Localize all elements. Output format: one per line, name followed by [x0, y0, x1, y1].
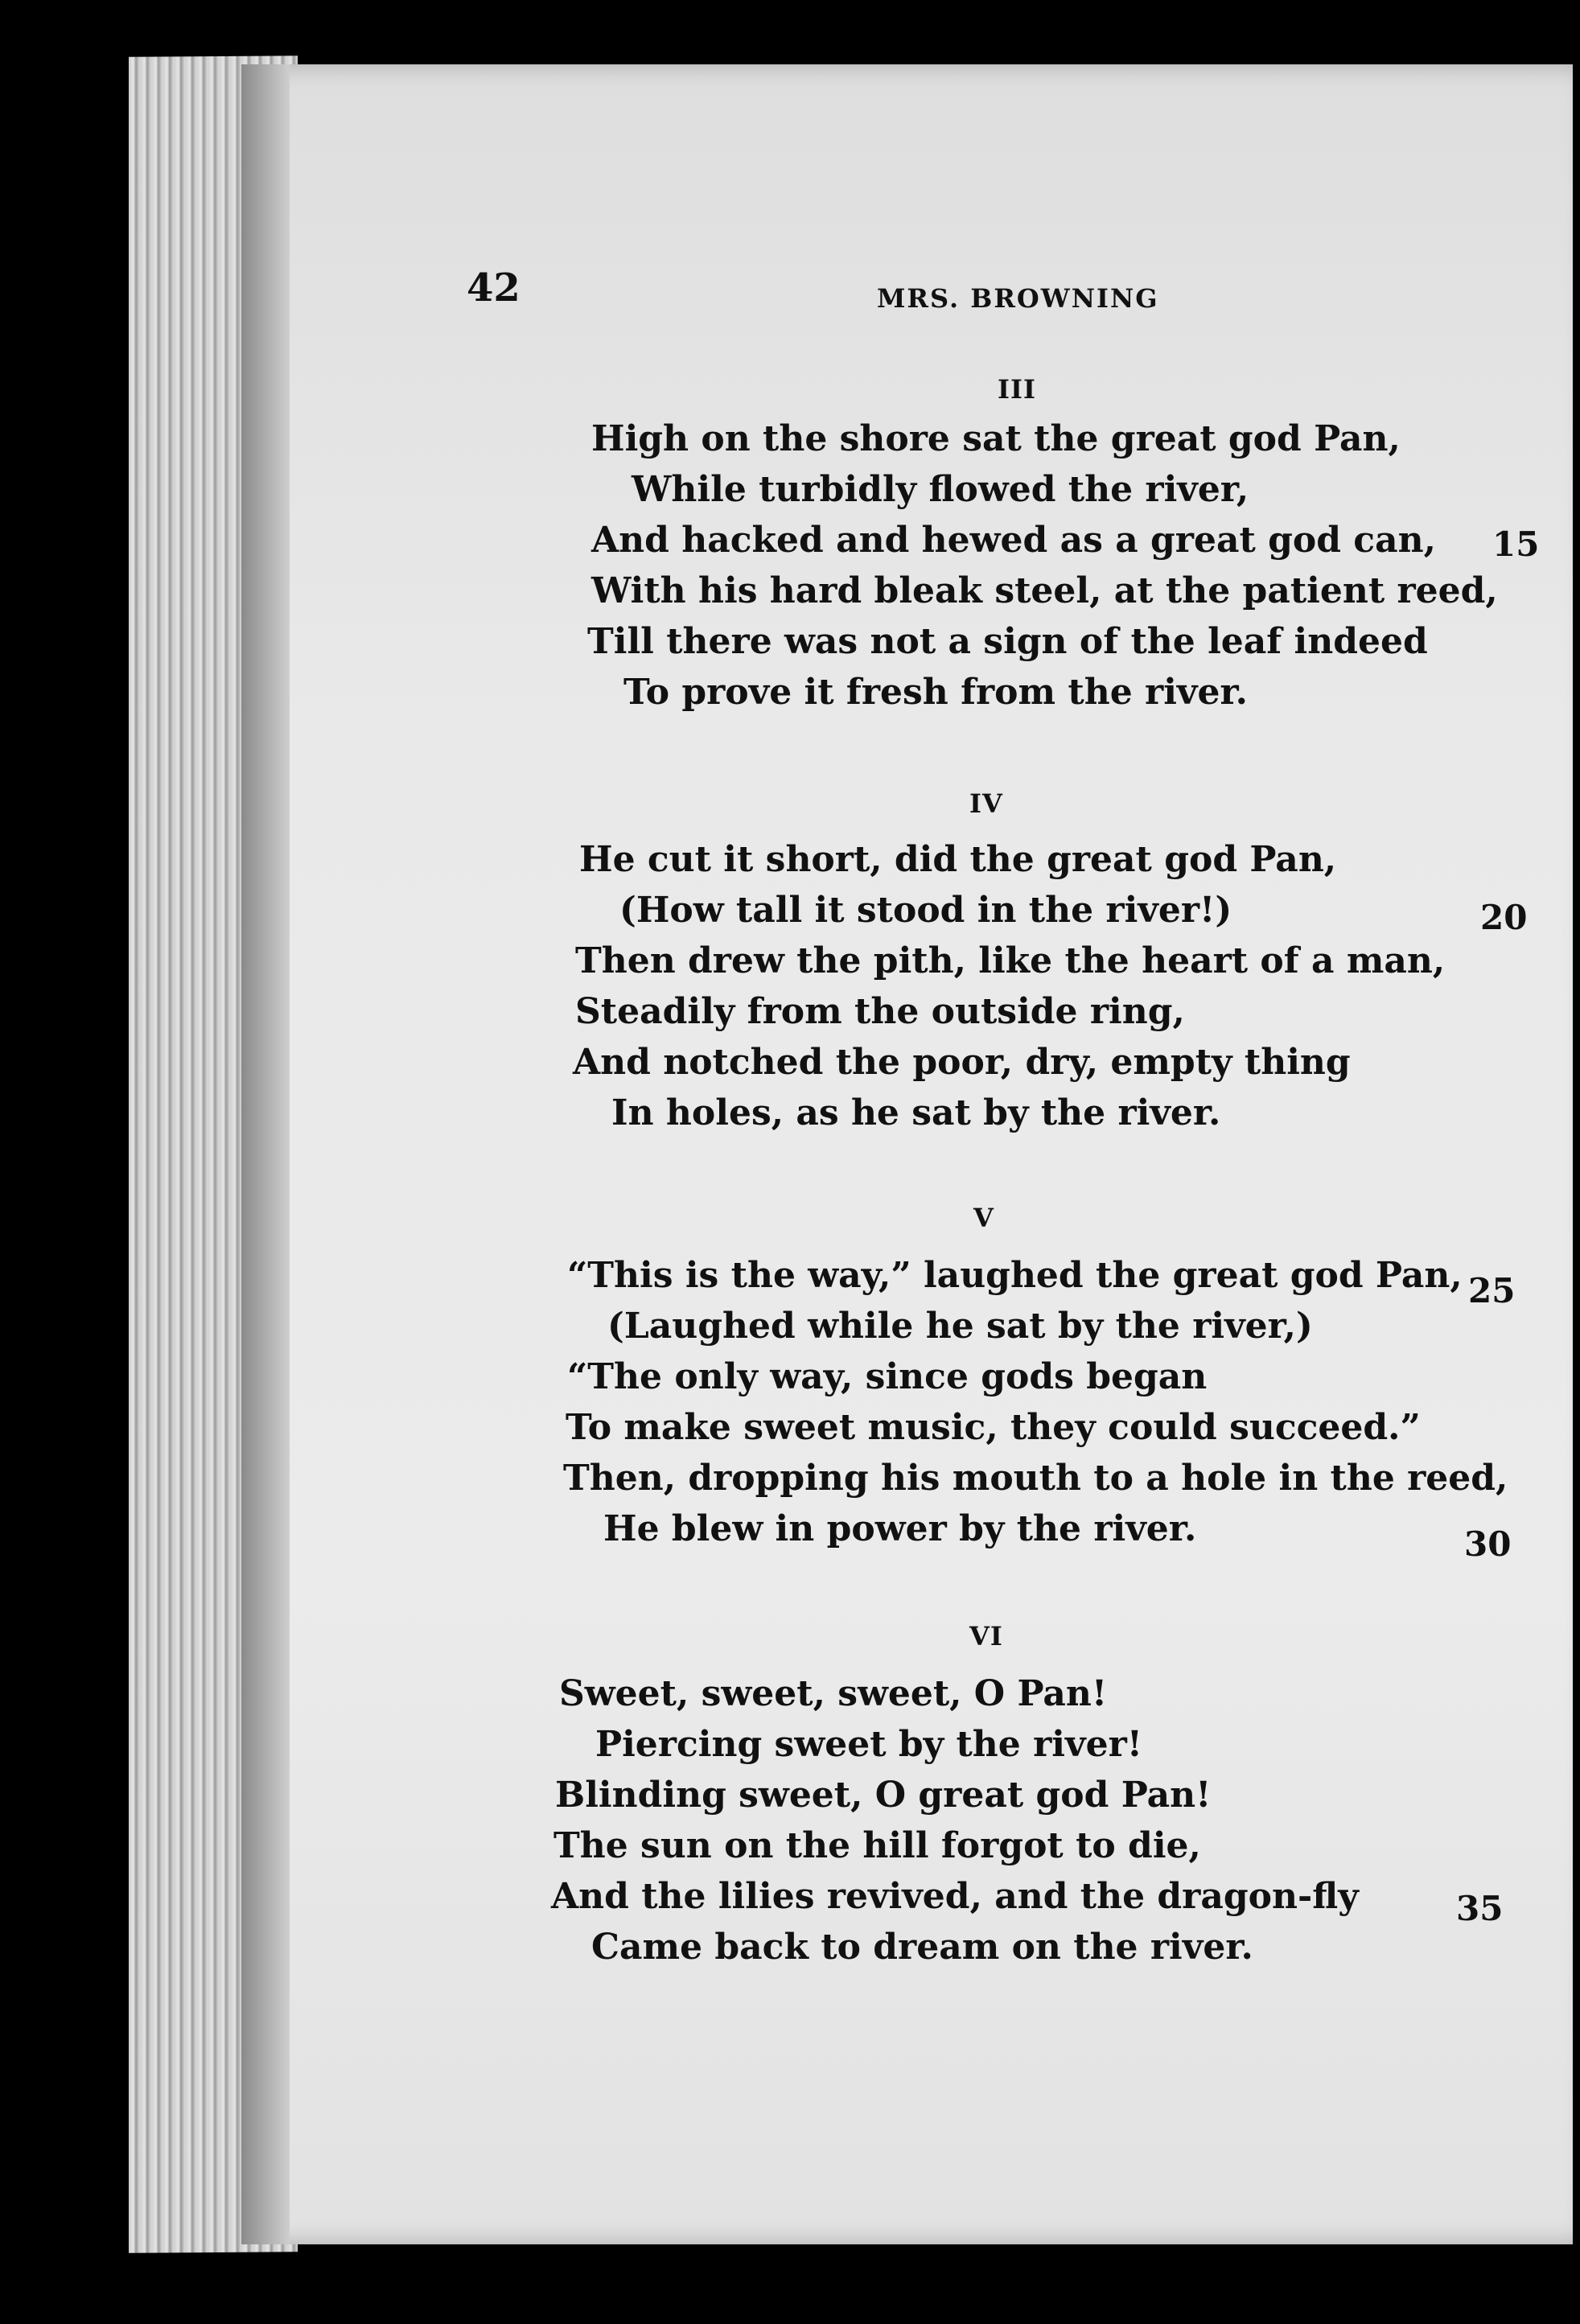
poem-line: Then, dropping his mouth to a hole in the reed,	[563, 1458, 1508, 1499]
poem-line: He blew in power by the river.	[603, 1508, 1197, 1549]
poem-line: And notched the poor, dry, empty thing	[573, 1042, 1351, 1083]
poem-line: Till there was not a sign of the leaf indeed	[587, 621, 1428, 662]
poem-line: To prove it fresh from the river.	[623, 672, 1248, 713]
poem-line: Piercing sweet by the river!	[595, 1724, 1143, 1765]
poem-line: While turbidly flowed the river,	[632, 469, 1249, 510]
poem-line: Then drew the pith, like the heart of a man,	[575, 940, 1446, 981]
poem-line: Sweet, sweet, sweet, O Pan!	[559, 1673, 1108, 1714]
poem-line: “The only way, since gods began	[567, 1356, 1208, 1397]
poem-line: (How tall it stood in the river!)	[619, 890, 1232, 931]
stanza-number: VI	[969, 1621, 1003, 1651]
page-number: 42	[467, 265, 520, 311]
poem-line: Came back to dream on the river.	[591, 1927, 1253, 1968]
line-number: 25	[1468, 1271, 1516, 1310]
poem	[241, 64, 1573, 2244]
stanza-number: IV	[969, 788, 1003, 819]
poem-line: (Laughed while he sat by the river,)	[607, 1306, 1313, 1347]
poem-line: He cut it short, did the great god Pan,	[579, 839, 1337, 880]
poem-line: With his hard bleak steel, at the patient reed,	[591, 570, 1498, 611]
poem-line: To make sweet music, they could succeed.”	[566, 1407, 1421, 1448]
poem-line: Steadily from the outside ring,	[575, 991, 1185, 1032]
stanza-number: III	[998, 374, 1036, 405]
book-page	[241, 64, 1573, 2244]
line-number: 20	[1480, 898, 1528, 937]
poem-line: High on the shore sat the great god Pan,	[591, 418, 1401, 459]
line-number: 30	[1464, 1524, 1512, 1564]
line-number: 15	[1492, 524, 1540, 564]
line-number: 35	[1456, 1889, 1504, 1928]
poem-line: In holes, as he sat by the river.	[611, 1092, 1221, 1133]
poem-line: Blinding sweet, O great god Pan!	[555, 1775, 1212, 1816]
stanza-number: V	[973, 1203, 994, 1233]
poem-line: And hacked and hewed as a great god can,	[591, 520, 1436, 561]
poem-line: The sun on the hill forgot to die,	[553, 1825, 1201, 1866]
poem-line: And the lilies revived, and the dragon-fly	[551, 1876, 1359, 1917]
poem-line: “This is the way,” laughed the great god Pan,	[567, 1255, 1463, 1296]
running-head: MRS. BROWNING	[877, 283, 1159, 314]
